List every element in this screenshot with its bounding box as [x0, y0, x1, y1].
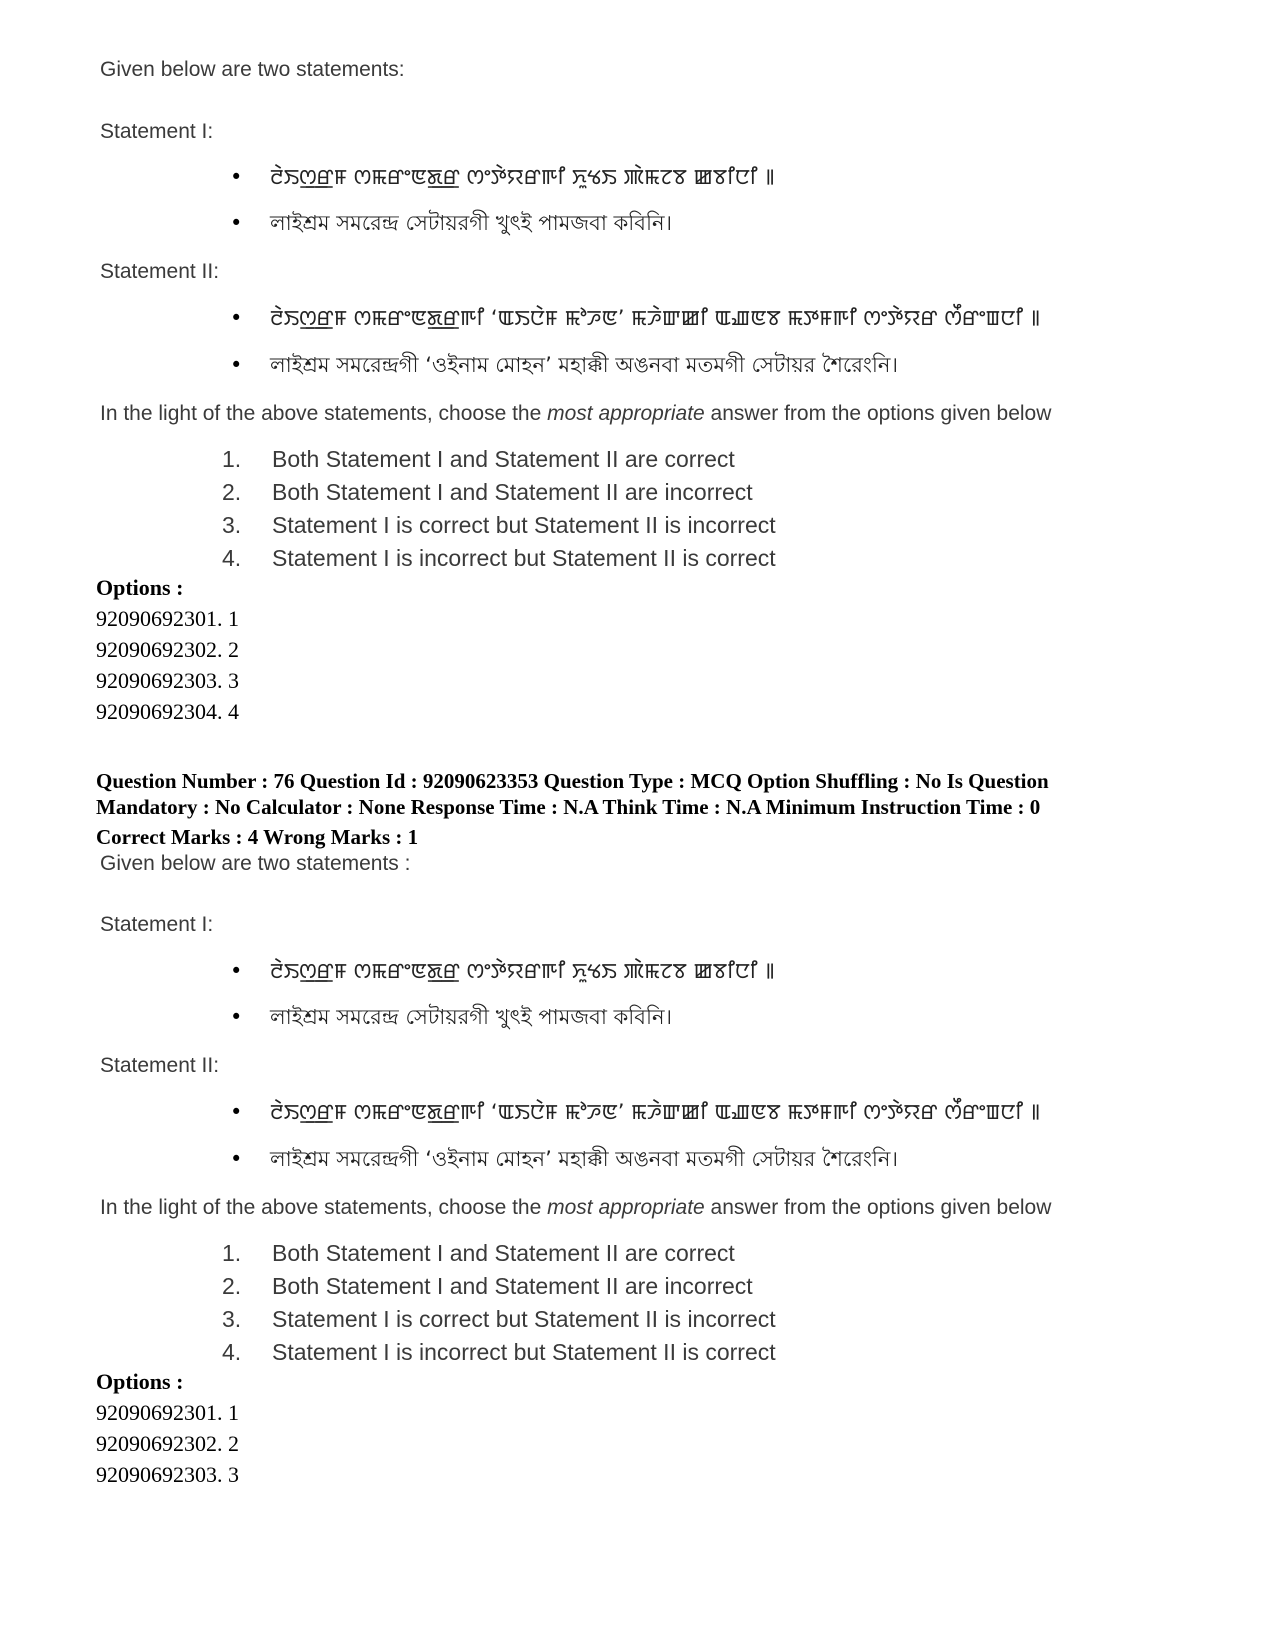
- choice-item: 2. Both Statement I and Statement II are incorrect: [222, 479, 753, 505]
- statement-2-bengali-text: লাইশ্রম সমরেন্দ্রগী ‘ওইনাম মোহন’ মহাক্কী অঙনবা মতমগী সেটায়র শৈরেংনি।: [270, 1147, 898, 1171]
- statements-intro: Given below are two statements:: [100, 58, 405, 81]
- statement-2-meitei-text: ꯂꯥꯏꯁ꯭ꯔꯝ ꯁꯃꯔꯦꯟꯗ꯭ꯔꯒꯤ ‘ꯑꯏꯅꯥꯝ ꯃꯣꯍꯟ’ ꯃꯍꯥꯛꯀꯤ ꯑꯉꯟꯕ ꯃꯇꯝꯒꯤ ꯁꯦꯇꯥꯌꯔ ꯁꯩꯔꯦꯡꯅꯤ ꯫: [270, 1100, 1041, 1124]
- bullet-icon: •: [230, 211, 243, 235]
- options-label: Options :: [96, 1369, 184, 1394]
- statement-1-bullet: [230, 1001, 672, 1036]
- option-row: 92090692301. 1: [96, 606, 239, 631]
- statements-intro: Given below are two statements :: [100, 852, 411, 875]
- question-marks: Correct Marks : 4 Wrong Marks : 1: [96, 825, 419, 849]
- instruction-post: answer from the options given below: [704, 1196, 1052, 1219]
- choice-item: 3. Statement I is correct but Statement II is incorrect: [222, 1306, 776, 1332]
- option-row: 92090692303. 3: [96, 668, 239, 693]
- bullet-icon: •: [230, 1100, 243, 1124]
- statement-1-meitei-text: ꯂꯥꯏꯁ꯭ꯔꯝ ꯁꯃꯔꯦꯟꯗ꯭ꯔ ꯁꯦꯇꯥꯌꯔꯒꯤ ꯈꯨꯠꯏ ꯄꯥꯃꯖꯕ ꯀꯕꯤꯅꯤ ꯫: [270, 165, 775, 189]
- question-meta-line: Question Number : 76 Question Id : 92090623353 Question Type : MCQ Option Shuffling : No Is Question: [96, 769, 1049, 793]
- statement-2-label: Statement II:: [100, 260, 220, 283]
- bullet-icon: •: [230, 165, 243, 189]
- bullet-icon: •: [230, 959, 243, 983]
- options-label: Options :: [96, 575, 184, 600]
- statement-1-bengali-text: লাইশ্রম সমরেন্দ্র সেটায়রগী খুৎই পামজবা কবিনি।: [270, 211, 673, 235]
- question-meta-line: Mandatory : No Calculator : None Response Time : N.A Think Time : N.A Minimum Instruction Time : 0: [96, 795, 1041, 819]
- statement-1-label: Statement I:: [100, 913, 214, 936]
- statement-2-bullet: [230, 1143, 898, 1178]
- choice-item: 1. Both Statement I and Statement II are correct: [222, 1240, 735, 1266]
- instruction-emphasis: most appropriate: [547, 1196, 705, 1219]
- statement-1-bullet: [230, 162, 775, 191]
- statement-2-meitei-text: ꯂꯥꯏꯁ꯭ꯔꯝ ꯁꯃꯔꯦꯟꯗ꯭ꯔꯒꯤ ‘ꯑꯏꯅꯥꯝ ꯃꯣꯍꯟ’ ꯃꯍꯥꯛꯀꯤ ꯑꯉꯟꯕ ꯃꯇꯝꯒꯤ ꯁꯦꯇꯥꯌꯔ ꯁꯩꯔꯦꯡꯅꯤ ꯫: [270, 306, 1041, 330]
- bullet-icon: •: [230, 306, 243, 330]
- instruction-post: answer from the options given below: [704, 402, 1052, 425]
- choice-item: 4. Statement I is incorrect but Statement II is correct: [222, 1339, 776, 1365]
- bullet-icon: •: [230, 353, 243, 377]
- statement-2-label: Statement II:: [100, 1054, 220, 1077]
- choice-item: 3. Statement I is correct but Statement II is incorrect: [222, 512, 776, 538]
- choice-item: 4. Statement I is incorrect but Statement II is correct: [222, 545, 776, 571]
- bullet-icon: •: [230, 1005, 243, 1029]
- statement-1-bullet: [230, 207, 672, 242]
- option-row: 92090692302. 2: [96, 1431, 239, 1456]
- instruction-text: [100, 402, 1051, 426]
- instruction-pre: In the light of the above statements, choose the: [100, 1196, 548, 1219]
- choice-item: 1. Both Statement I and Statement II are correct: [222, 446, 735, 472]
- instruction-text: [100, 1196, 1051, 1220]
- option-row: 92090692302. 2: [96, 637, 239, 662]
- statement-2-bengali-text: লাইশ্রম সমরেন্দ্রগী ‘ওইনাম মোহন’ মহাক্কী অঙনবা মতমগী সেটায়র শৈরেংনি।: [270, 353, 898, 377]
- option-row: 92090692304. 4: [96, 699, 239, 724]
- statement-2-bullet: [230, 349, 898, 384]
- question-meta: [96, 768, 1196, 850]
- statement-1-bengali-text: লাইশ্রম সমরেন্দ্র সেটায়রগী খুৎই পামজবা কবিনি।: [270, 1005, 673, 1029]
- statement-2-bullet: [230, 303, 1040, 332]
- statement-1-meitei-text: ꯂꯥꯏꯁ꯭ꯔꯝ ꯁꯃꯔꯦꯟꯗ꯭ꯔ ꯁꯦꯇꯥꯌꯔꯒꯤ ꯈꯨꯠꯏ ꯄꯥꯃꯖꯕ ꯀꯕꯤꯅꯤ ꯫: [270, 959, 775, 983]
- instruction-emphasis: most appropriate: [547, 402, 705, 425]
- option-row: 92090692301. 1: [96, 1400, 239, 1425]
- statement-1-label: Statement I:: [100, 120, 214, 143]
- bullet-icon: •: [230, 1147, 243, 1171]
- option-row: 92090692303. 3: [96, 1462, 239, 1487]
- instruction-pre: In the light of the above statements, choose the: [100, 402, 548, 425]
- statement-1-bullet: [230, 956, 775, 985]
- choice-item: 2. Both Statement I and Statement II are incorrect: [222, 1273, 753, 1299]
- statement-2-bullet: [230, 1097, 1040, 1126]
